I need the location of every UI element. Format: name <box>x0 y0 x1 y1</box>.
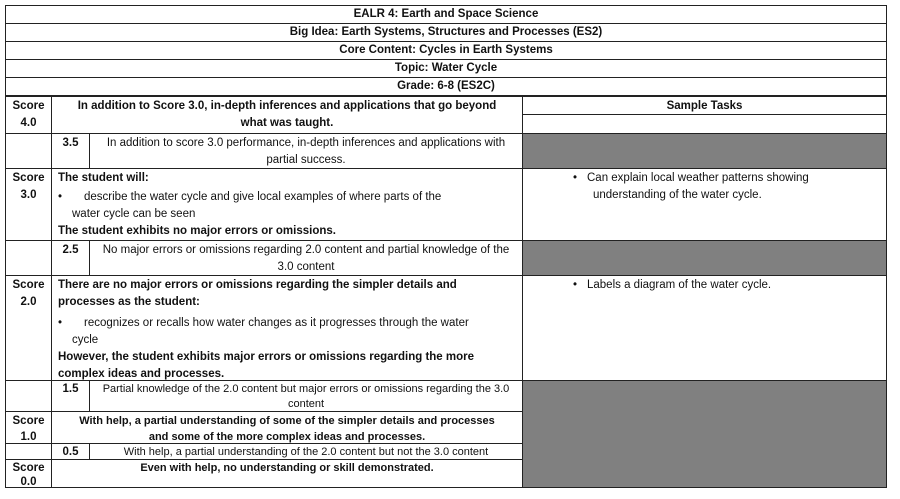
score-3-5-description: In addition to score 3.0 performance, in-depth inferences and applications with partial success. <box>89 133 523 169</box>
sample-tasks-4-0 <box>522 114 887 134</box>
sample-tasks-header: Sample Tasks <box>522 96 887 115</box>
bullet-item <box>58 189 516 206</box>
score-4-0-description: In addition to Score 3.0, in-depth inferences and applications that go beyond what was taught. <box>51 96 523 134</box>
bullet-item <box>58 315 516 332</box>
score-2-5-description: No major errors or omissions regarding 2.0 content and partial knowledge of the 3.0 content <box>89 240 523 276</box>
topic: Topic: Water Cycle <box>5 59 887 77</box>
score-word: Score <box>12 279 45 291</box>
rubric-header <box>5 5 887 96</box>
score-number: 2.0 <box>20 296 37 308</box>
sample-tasks-2-0 <box>522 275 887 381</box>
closing-text: However, the student exhibits major errors or omissions regarding the more complex ideas and processes. <box>58 351 475 380</box>
big-idea: Big Idea: Earth Systems, Structures and Processes (ES2) <box>5 23 887 41</box>
grade: Grade: 6-8 (ES2C) <box>5 77 887 96</box>
score-2-0-description <box>51 275 523 381</box>
score-2-0-label <box>5 275 52 381</box>
score-4-0-label <box>5 96 52 134</box>
score-2-5-label: 2.5 <box>51 240 90 276</box>
rubric-table <box>5 96 887 488</box>
task-text: • Can explain local weather patterns showing <box>587 172 809 184</box>
score-3-5-label: 3.5 <box>51 133 90 169</box>
score-number: 0.0 <box>20 476 37 488</box>
score-word: Score <box>12 462 45 474</box>
bullet-text: describe the water cycle and give local examples of where parts of the <box>84 191 442 203</box>
score-1-0-label <box>5 411 52 444</box>
intro-text: The student will: <box>58 172 149 184</box>
blank-score-cell <box>5 240 52 276</box>
score-number: 1.0 <box>20 431 37 443</box>
score-word: Score <box>12 172 45 184</box>
shaded-cell <box>522 380 887 488</box>
core-content: Core Content: Cycles in Earth Systems <box>5 41 887 59</box>
score-3-0-label <box>5 168 52 241</box>
ealr-title: EALR 4: Earth and Space Science <box>5 5 887 23</box>
bullet-text: recognizes or recalls how water changes as it progresses through the water <box>84 317 469 329</box>
blank-score-cell <box>5 380 52 412</box>
score-0-5-description: With help, a partial understanding of the 2.0 content but not the 3.0 content <box>89 443 523 460</box>
score-1-5-label: 1.5 <box>51 380 90 412</box>
score-0-5-label: 0.5 <box>51 443 90 460</box>
task-text-continued: understanding of the water cycle. <box>593 189 762 201</box>
score-number: 3.0 <box>20 189 37 201</box>
score-0-0-description: Even with help, no understanding or skill demonstrated. <box>51 459 523 488</box>
score-number: 4.0 <box>20 117 37 129</box>
blank-score-cell <box>5 443 52 460</box>
bullet-continuation: cycle <box>72 334 99 346</box>
task-item: • Labels a diagram of the water cycle. <box>587 277 880 294</box>
intro-text: There are no major errors or omissions regarding the simpler details and processes as the student: <box>58 279 457 308</box>
sample-tasks-3-0 <box>522 168 887 241</box>
blank-score-cell <box>5 133 52 169</box>
score-word: Score <box>12 415 45 427</box>
score-3-0-description <box>51 168 523 241</box>
score-word: Score <box>12 100 45 112</box>
closing-text: The student exhibits no major errors or omissions. <box>58 225 336 237</box>
shaded-cell <box>522 133 887 169</box>
score-1-0-description: With help, a partial understanding of some of the simpler details and processes and some of the more complex ideas and processes. <box>51 411 523 444</box>
score-0-0-label <box>5 459 52 488</box>
bullet-icon: • <box>58 191 63 203</box>
score-1-5-description: Partial knowledge of the 2.0 content but major errors or omissions regarding the 3.0 content <box>89 380 523 412</box>
bullet-icon: • <box>58 317 63 329</box>
shaded-cell <box>522 240 887 276</box>
bullet-continuation: water cycle can be seen <box>72 208 196 220</box>
task-item <box>587 170 880 204</box>
